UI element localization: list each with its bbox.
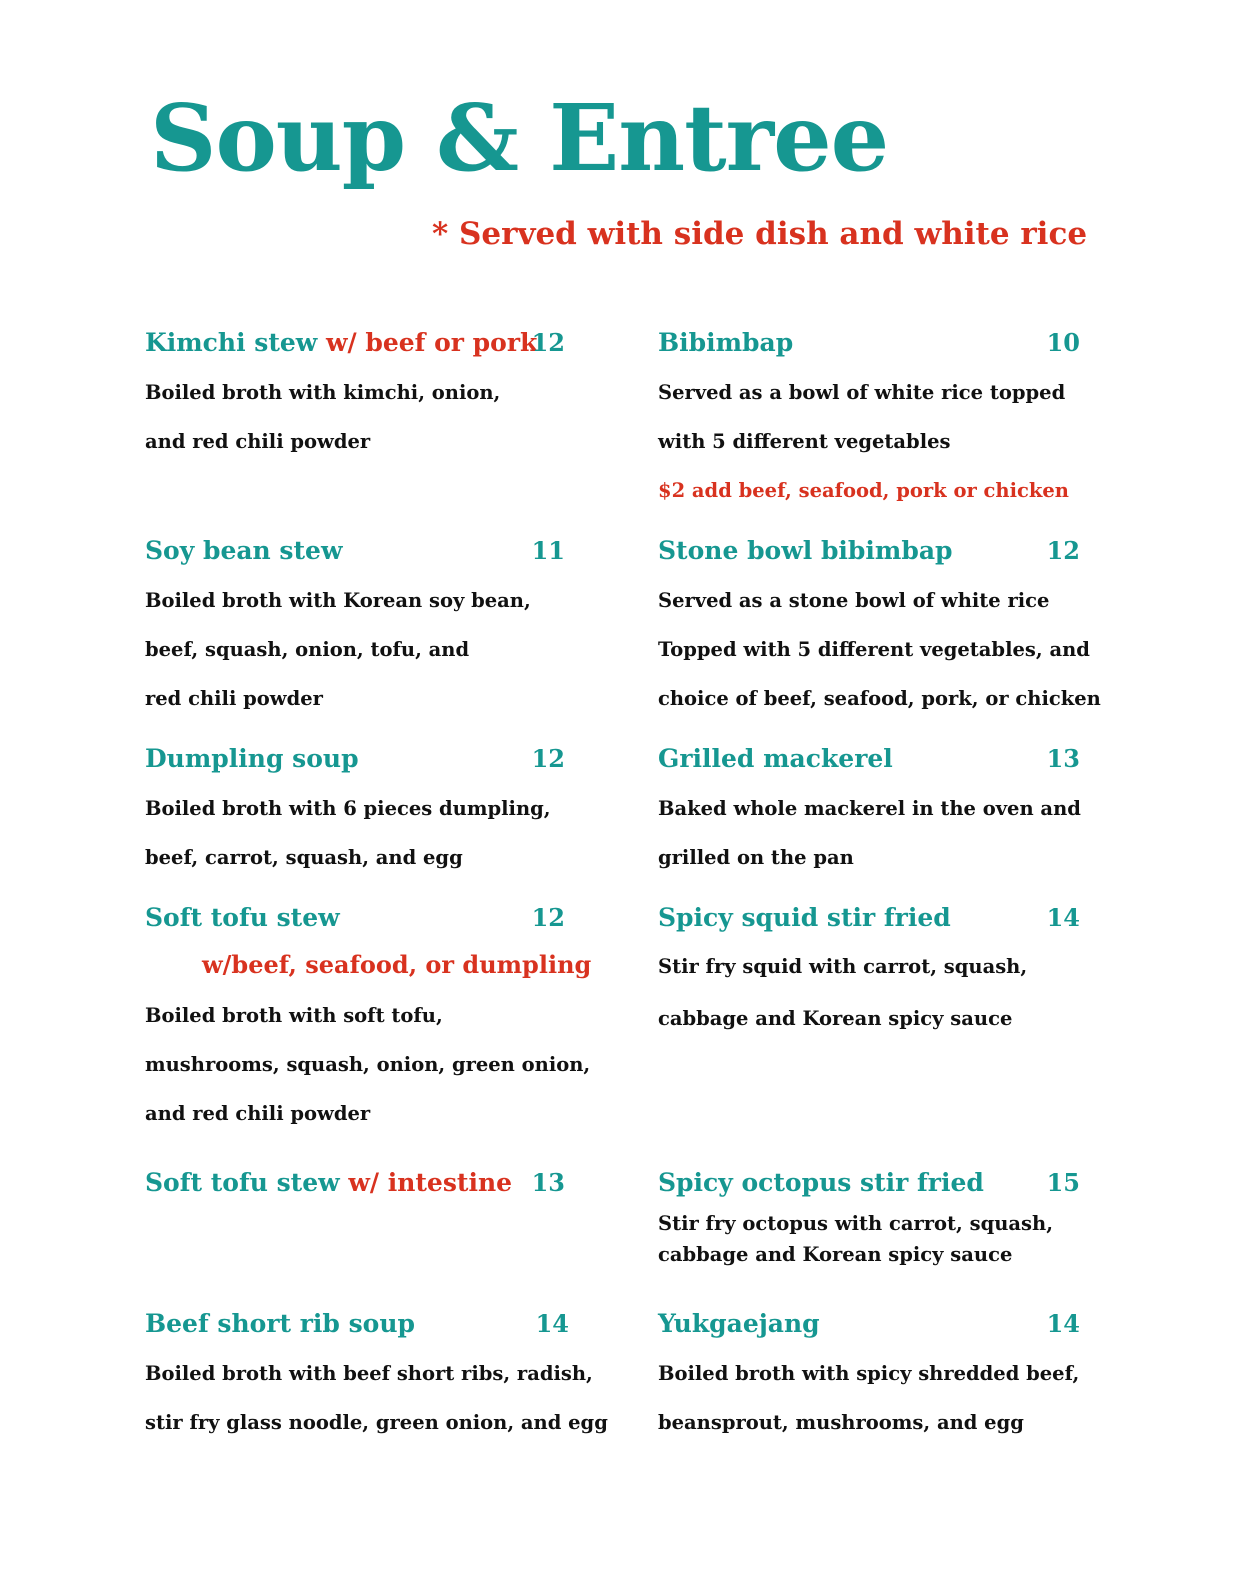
menu-item-options: w/beef, seafood, or dumpling — [202, 950, 592, 979]
menu-item-soft-tofu-stew — [145, 903, 592, 1138]
menu-item-spicy-octopus-stir-fried — [658, 1168, 1080, 1270]
description-line: cabbage and Korean spicy sauce — [658, 1007, 1013, 1030]
menu-item-description — [145, 1349, 608, 1447]
menu-item-description — [658, 368, 1080, 515]
menu-item-price: 14 — [1046, 1309, 1080, 1338]
description-line: mushrooms, squash, onion, green onion, — [145, 1053, 591, 1076]
menu-item-stone-bowl-bibimbap — [658, 536, 1101, 723]
description-line: Topped with 5 different vegetables, and — [658, 638, 1090, 661]
menu-item-name: Bibimbap — [658, 328, 794, 357]
description-line: Boiled broth with soft tofu, — [145, 1004, 443, 1027]
menu-item-name: Spicy squid stir fried — [658, 903, 951, 932]
description-line: stir fry glass noodle, green onion, and egg — [145, 1411, 608, 1434]
menu-item-dumpling-soup — [145, 744, 565, 882]
menu-item-name-text: Kimchi stew — [145, 328, 327, 357]
menu-item-name-accent: w/ intestine — [348, 1168, 513, 1197]
description-line: beef, squash, onion, tofu, and — [145, 638, 470, 661]
menu-item-header — [658, 1309, 1080, 1349]
menu-item-description — [658, 576, 1101, 723]
menu-item-yukgaejang — [658, 1309, 1080, 1447]
menu-item-name: Yukgaejang — [658, 1309, 820, 1338]
menu-item-name: Grilled mackerel — [658, 744, 893, 773]
menu-item-header — [658, 744, 1080, 784]
menu-item-price: 14 — [535, 1309, 569, 1338]
description-line: Boiled broth with spicy shredded beef, — [658, 1362, 1080, 1385]
menu-item-price: 15 — [1046, 1168, 1080, 1197]
description-line: with 5 different vegetables — [658, 430, 951, 453]
menu-item-name-accent: w/ beef or pork — [326, 328, 538, 357]
description-line: Served as a stone bowl of white rice — [658, 589, 1050, 612]
menu-item-description — [145, 784, 565, 882]
menu-item-name: Dumpling soup — [145, 744, 359, 773]
menu-item-header — [658, 328, 1080, 368]
menu-item-price: 12 — [1046, 536, 1080, 565]
menu-item-name — [145, 328, 537, 358]
page-subtitle: * Served with side dish and white rice — [432, 216, 1088, 252]
description-line: Baked whole mackerel in the oven and — [658, 797, 1081, 820]
description-line: grilled on the pan — [658, 846, 854, 869]
menu-item-price: 13 — [531, 1168, 565, 1197]
description-line: Boiled broth with 6 pieces dumpling, — [145, 797, 551, 820]
description-line: cabbage and Korean spicy sauce — [658, 1243, 1013, 1266]
menu-item-name: Soy bean stew — [145, 536, 343, 565]
menu-item-bibimbap — [658, 328, 1080, 515]
menu-item-header — [145, 536, 565, 576]
menu-item-header — [145, 1168, 565, 1208]
menu-item-description — [658, 784, 1080, 882]
menu-item-price: 11 — [531, 536, 565, 565]
menu-item-description — [145, 991, 591, 1138]
description-line: Stir fry octopus with carrot, squash, — [658, 1212, 1053, 1235]
menu-item-price: 14 — [1046, 903, 1080, 932]
menu-item-description — [658, 1208, 1080, 1270]
menu-item-price: 12 — [531, 903, 565, 932]
menu-item-header — [145, 328, 565, 368]
menu-item-description — [145, 368, 565, 466]
menu-item-header — [658, 903, 1080, 943]
menu-item-header — [145, 1309, 569, 1349]
description-line: Stir fry squid with carrot, squash, — [658, 955, 1028, 978]
menu-item-description — [145, 576, 565, 723]
description-line: Served as a bowl of white rice topped — [658, 381, 1066, 404]
menu-item-header — [145, 903, 565, 943]
menu-item-name: Beef short rib soup — [145, 1309, 416, 1338]
menu-item-name: Stone bowl bibimbap — [658, 536, 953, 565]
menu-item-header — [145, 744, 565, 784]
menu-item-header — [658, 1168, 1080, 1208]
menu-item-description — [658, 941, 1080, 1045]
description-line: and red chili powder — [145, 1102, 371, 1125]
menu-item-beef-short-rib-soup — [145, 1309, 608, 1447]
menu-item-addon-note: $2 add beef, seafood, pork or chicken — [658, 479, 1069, 502]
menu-item-name — [145, 1168, 512, 1198]
menu-item-price: 13 — [1046, 744, 1080, 773]
menu-item-soy-bean-stew — [145, 536, 565, 723]
description-line: Boiled broth with kimchi, onion, — [145, 381, 501, 404]
menu-item-soft-tofu-stew-intestine — [145, 1168, 565, 1208]
menu-item-description — [658, 1349, 1080, 1447]
description-line: beef, carrot, squash, and egg — [145, 846, 463, 869]
menu-item-name: Soft tofu stew — [145, 903, 340, 932]
menu-item-price: 12 — [531, 744, 565, 773]
menu-item-spicy-squid-stir-fried — [658, 903, 1080, 1045]
menu-item-price: 12 — [531, 328, 565, 357]
description-line: and red chili powder — [145, 430, 371, 453]
menu-item-name: Spicy octopus stir fried — [658, 1168, 984, 1197]
description-line: beansprout, mushrooms, and egg — [658, 1411, 1024, 1434]
page-title: Soup & Entree — [150, 84, 889, 192]
menu-item-grilled-mackerel — [658, 744, 1080, 882]
description-line: Boiled broth with beef short ribs, radish, — [145, 1362, 593, 1385]
description-line: Boiled broth with Korean soy bean, — [145, 589, 531, 612]
menu-item-kimchi-stew — [145, 328, 565, 466]
menu-item-header — [658, 536, 1080, 576]
description-line: choice of beef, seafood, pork, or chicken — [658, 687, 1101, 710]
menu-item-price: 10 — [1046, 328, 1080, 357]
menu-item-name-text: Soft tofu stew — [145, 1168, 349, 1197]
description-line: red chili powder — [145, 687, 323, 710]
